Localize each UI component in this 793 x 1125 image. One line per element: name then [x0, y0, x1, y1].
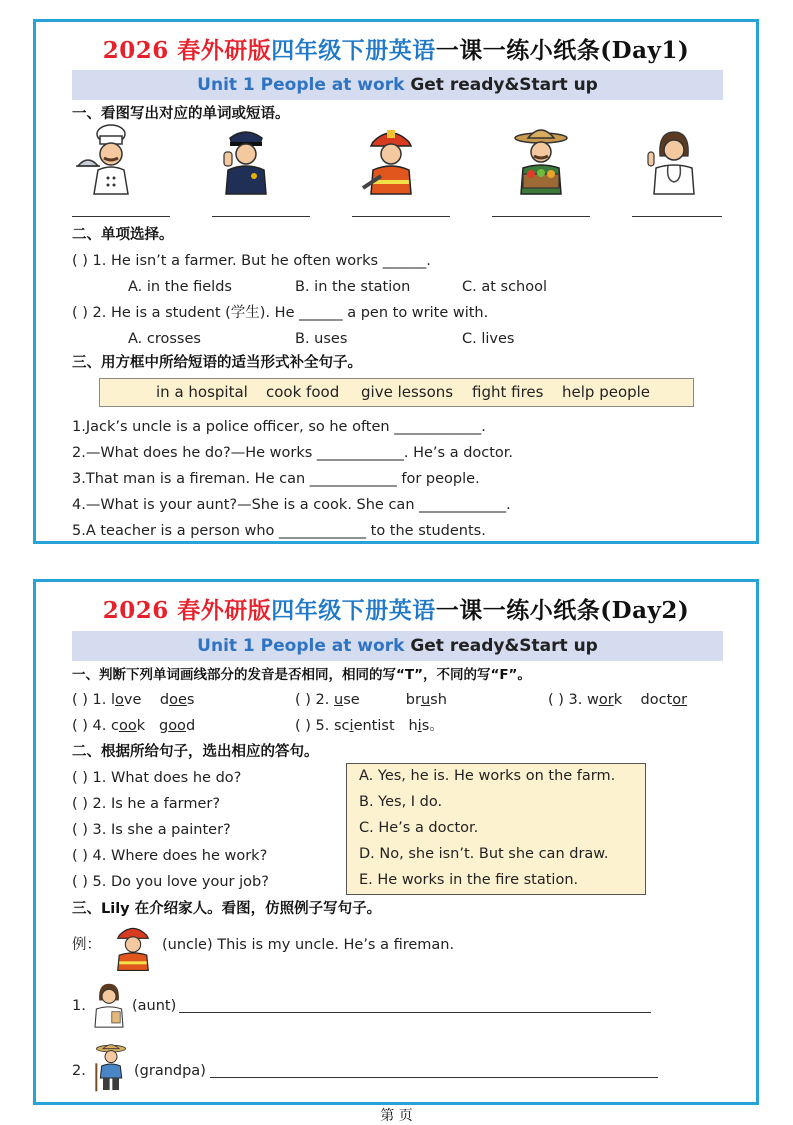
match-question: ( ) 4. Where does he work?: [72, 848, 268, 864]
pronunciation-item-3: ( ) 3. work doctor: [548, 692, 688, 708]
answer-options-box: [346, 763, 646, 895]
answer-line-5[interactable]: [632, 216, 722, 217]
phrase-item: in a hospital: [156, 383, 248, 401]
fireman-icon: [361, 122, 421, 197]
worksheet-day1: [33, 19, 759, 544]
answer-option: E. He works in the fire station.: [359, 872, 579, 888]
answer-line-4[interactable]: [492, 216, 590, 217]
answer-line-2[interactable]: [212, 216, 310, 217]
phrase-item: help people: [562, 383, 651, 401]
match-question: ( ) 1. What does he do?: [72, 770, 242, 786]
police-officer-icon: [216, 122, 276, 197]
day2-section1-heading: 一、判断下列单词画线部分的发音是否相同，相同的写“T”，不同的写“F”。: [72, 667, 531, 683]
item-1-label: (aunt): [132, 998, 177, 1014]
day2-section2-heading: 二、根据所给句子，选出相应的答句。: [72, 744, 319, 760]
phrase-item: give lessons: [361, 383, 454, 401]
answer-option: D. No, she isn’t. But she can draw.: [359, 846, 609, 862]
chef-icon: [76, 122, 146, 197]
write-line-2[interactable]: [210, 1077, 658, 1078]
day1-section2-heading: 二、单项选择。: [72, 227, 174, 243]
answer-option: A. Yes, he is. He works on the farm.: [359, 768, 616, 784]
pronunciation-item-5: ( ) 5. scientist his。: [295, 718, 444, 734]
fill-sentence: 3.That man is a fireman. He can ____________ for people.: [72, 471, 480, 487]
fill-sentence: 1.Jack’s uncle is a police officer, so he often ____________.: [72, 419, 486, 435]
answer-option: B. Yes, I do.: [359, 794, 443, 810]
option-a: A. in the fields: [128, 279, 232, 295]
option-c: C. lives: [462, 331, 515, 347]
farmer-icon: [511, 122, 571, 197]
phrase-item: cook food: [266, 383, 340, 401]
fill-sentence: 2.—What does he do?—He works ____________. He’s a doctor.: [72, 445, 514, 461]
phrase-item: fight fires: [472, 383, 544, 401]
day2-title: 2026 春外研版四年级下册英语一课一练小纸条(Day2): [102, 597, 690, 624]
day1-question-2: ( ) 2. He is a student (学生). He ______ a pen to write with.: [72, 305, 489, 321]
match-question: ( ) 2. Is he a farmer?: [72, 796, 221, 812]
answer-option: C. He’s a doctor.: [359, 820, 479, 836]
day1-section1-heading: 一、看图写出对应的单词或短语。: [72, 106, 290, 122]
day1-title: 2026 春外研版四年级下册英语一课一练小纸条(Day1): [102, 37, 690, 64]
match-question: ( ) 3. Is she a painter?: [72, 822, 231, 838]
option-b: B. in the station: [295, 279, 411, 295]
fill-sentence: 4.—What is your aunt?—She is a cook. She can ____________.: [72, 497, 511, 513]
pronunciation-item-4: ( ) 4. cook good: [72, 718, 196, 734]
page-number-footer: 第 页: [380, 1108, 413, 1124]
doctor-icon: [644, 122, 704, 197]
item-2-number: 2.: [72, 1063, 86, 1079]
item-2-label: (grandpa): [134, 1063, 206, 1079]
example-label: 例：: [72, 937, 101, 953]
item-1-number: 1.: [72, 998, 86, 1014]
day2-section3-heading: 三、Lily 在介绍家人。看图，仿照例子写句子。: [72, 901, 382, 917]
phrase-box: [99, 378, 694, 407]
write-line-1[interactable]: [179, 1012, 651, 1013]
pronunciation-item-1: ( ) 1. love does: [72, 692, 195, 708]
day1-section3-heading: 三、用方框中所给短语的适当形式补全句子。: [72, 355, 362, 371]
day1-unit-bar: Unit 1 People at work Get ready&Start up: [72, 70, 723, 100]
fill-sentence: 5.A teacher is a person who ____________ to the students.: [72, 523, 486, 539]
option-b: B. uses: [295, 331, 348, 347]
example-sentence: (uncle) This is my uncle. He’s a fireman.: [162, 937, 455, 953]
day2-unit-bar: Unit 1 People at work Get ready&Start up: [72, 631, 723, 661]
match-question: ( ) 5. Do you love your job?: [72, 874, 269, 890]
fireman-icon: [110, 920, 156, 972]
answer-line-1[interactable]: [72, 216, 170, 217]
answer-line-3[interactable]: [352, 216, 450, 217]
option-c: C. at school: [462, 279, 548, 295]
pronunciation-item-2: ( ) 2. use brush: [295, 692, 447, 708]
day1-question-1: ( ) 1. He isn’t a farmer. But he often works ______.: [72, 253, 431, 269]
doctor-icon: [88, 976, 130, 1030]
grandpa-farmer-icon: [91, 1038, 131, 1094]
worksheet-day2: [33, 579, 759, 1105]
option-a: A. crosses: [128, 331, 201, 347]
